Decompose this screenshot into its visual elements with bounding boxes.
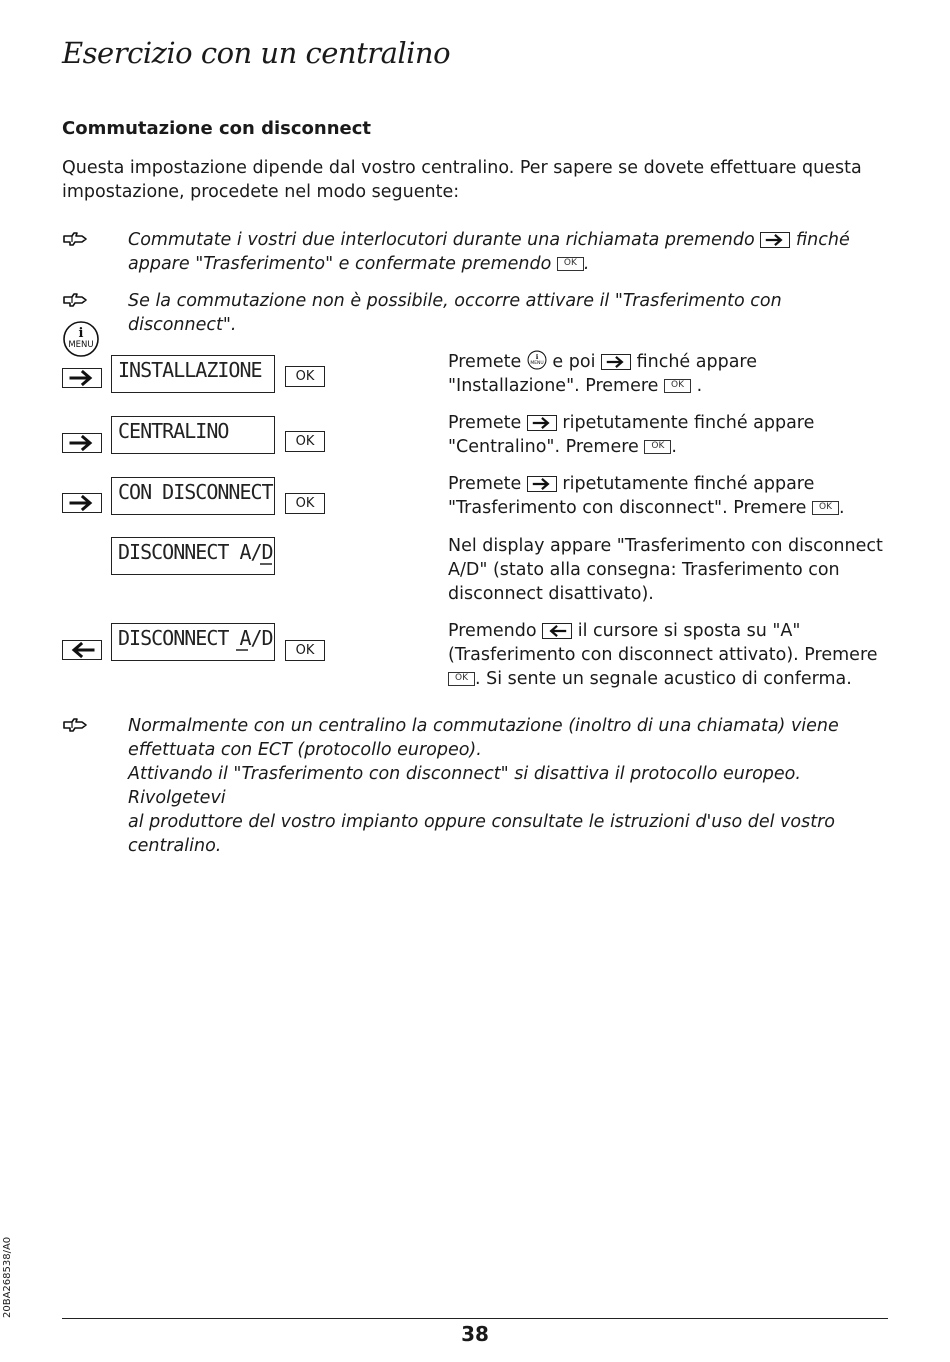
step-2-text (448, 411, 888, 459)
pointing-hand-icon (62, 716, 88, 734)
menu-icon-i: i (78, 326, 84, 341)
step-2-c: "Centralino". Premere (448, 437, 639, 457)
lcd-text: INSTALLAZIONE (118, 358, 262, 382)
lcd-display-centralino (111, 416, 275, 454)
intro-paragraph: Questa impostazione dipende dal vostro centralino. Per sapere se dovete effettuare questa impostazione, procedete nel modo seguente: (62, 158, 862, 202)
ok-button: OK (285, 366, 325, 387)
arrow-right-key-icon (62, 433, 102, 453)
ok-button: OK (285, 493, 325, 514)
note-1-text-d: . (583, 254, 590, 274)
ok-key-icon: OK (557, 257, 584, 271)
ok-key-icon: OK (448, 672, 475, 686)
arrow-right-key-icon (527, 415, 557, 431)
note-2 (62, 289, 892, 337)
page-number: 38 (461, 1322, 489, 1346)
arrow-left-key-icon (62, 640, 102, 660)
step-1-d: "Installazione". Premere (448, 376, 659, 396)
note-1-text-a: Commutate i vostri due interlocutori durante una richiamata premendo (128, 230, 755, 250)
step-1-b: e poi (552, 352, 596, 372)
arrow-left-key-icon (542, 623, 572, 639)
step-4-line-2: A/D" (stato alla consegna: Trasferimento con (448, 560, 840, 580)
ok-key-icon: OK (644, 440, 671, 454)
step-3-c: "Trasferimento con disconnect". Premere (448, 498, 807, 518)
step-5-d: . Si sente un segnale acustico di conferma. (475, 669, 852, 689)
step-3-a: Premete (448, 474, 522, 494)
note-3-line-2: effettuata con ECT (protocollo europeo). (128, 740, 482, 760)
note-3-line-4: al produttore del vostro impianto oppure consultate le istruzioni d'uso del vostro (128, 812, 835, 832)
step-5-c: (Trasferimento con disconnect attivato). Premere (448, 645, 878, 665)
lcd-display-disconnect-ad-cursor-a (111, 623, 275, 661)
lcd-display-disconnect-ad (111, 537, 275, 575)
arrow-right-key-icon (62, 493, 102, 513)
note-1-text-c: appare "Trasferimento" e confermate premendo (128, 254, 552, 274)
step-2-d: . (671, 437, 677, 457)
menu-icon-label: MENU (68, 340, 94, 350)
note-1-text-b: finché (795, 230, 850, 250)
lcd-text: DISCONNECT A/D (118, 626, 273, 650)
step-2-a: Premete (448, 413, 522, 433)
step-5-text (448, 619, 888, 691)
arrow-right-key-icon (527, 476, 557, 492)
lcd-text: CENTRALINO (118, 419, 229, 443)
note-2-text: Se la commutazione non è possibile, occorre attivare il "Trasferimento con disconnect". (128, 291, 782, 335)
pointing-hand-icon (62, 291, 88, 309)
note-3-line-1: Normalmente con un centralino la commutazione (inoltro di una chiamata) viene (128, 716, 839, 736)
step-3-d: . (839, 498, 845, 518)
ok-button: OK (285, 640, 325, 661)
lcd-text: CON DISCONNECT (118, 480, 273, 504)
step-2-b: ripetutamente finché appare (562, 413, 815, 433)
footer-divider (62, 1318, 888, 1319)
step-5-b: il cursore si sposta su "A" (577, 621, 801, 641)
menu-key-icon (62, 320, 100, 362)
step-3-b: ripetutamente finché appare (562, 474, 815, 494)
arrow-right-key-icon (601, 354, 631, 370)
svg-text:i: i (535, 352, 539, 361)
step-4-line-3: disconnect disattivato). (448, 584, 654, 604)
step-1-a: Premete (448, 352, 522, 372)
ok-key-icon: OK (664, 379, 691, 393)
document-code: 20BA268538/A0 (2, 1236, 13, 1318)
note-3-line-3: Attivando il "Trasferimento con disconnect" si disattiva il protocollo europeo. Rivolgetevi (128, 764, 801, 808)
chapter-title: Esercizio con un centralino (62, 36, 451, 70)
step-1-text (448, 350, 888, 398)
step-5-a: Premendo (448, 621, 537, 641)
ok-button: OK (285, 431, 325, 452)
step-4-line-1: Nel display appare "Trasferimento con disconnect (448, 536, 883, 556)
ok-key-icon: OK (812, 501, 839, 515)
section-heading: Commutazione con disconnect (62, 118, 371, 139)
step-3-text (448, 472, 888, 520)
lcd-display-con-disconnect (111, 477, 275, 515)
menu-key-icon (527, 350, 547, 370)
note-3 (62, 714, 892, 858)
step-1-e: . (696, 376, 703, 396)
step-4-text (448, 534, 888, 606)
arrow-right-key-icon (62, 368, 102, 388)
note-1 (62, 228, 892, 276)
pointing-hand-icon (62, 230, 88, 248)
arrow-right-key-icon (760, 232, 790, 248)
lcd-text: DISCONNECT A/D (118, 540, 273, 564)
svg-text:MENU: MENU (530, 361, 544, 367)
lcd-display-installazione (111, 355, 275, 393)
note-3-line-5: centralino. (128, 836, 222, 856)
step-1-c: finché appare (636, 352, 757, 372)
